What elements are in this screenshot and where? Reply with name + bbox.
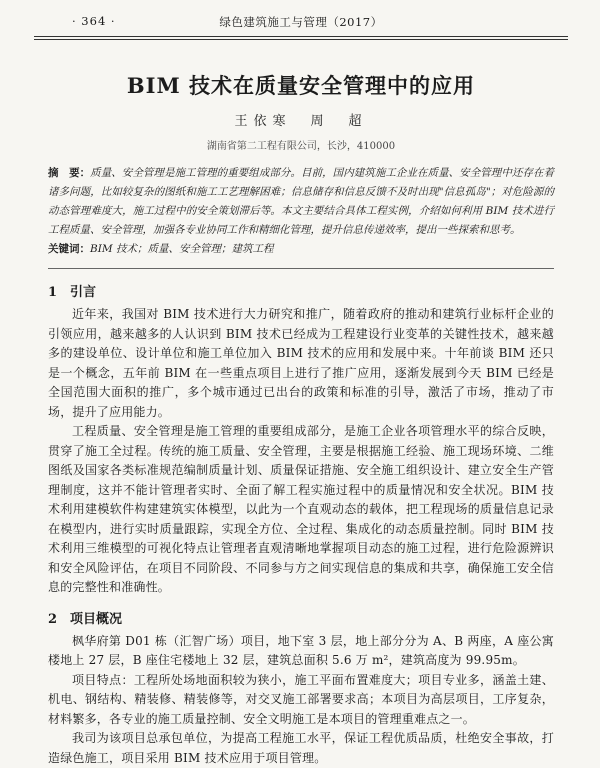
paragraph: 我司为该项目总承包单位，为提高工程施工水平，保证工程优质品质，杜绝安全事故，打造绿色施工，项目采用 BIM 技术应用于项目管理。: [48, 731, 554, 765]
page-number: · 364 ·: [72, 14, 116, 28]
header-rule-thin: [34, 39, 568, 40]
abstract-text: 质量、安全管理是施工管理的重要组成部分。目前，国内建筑施工企业在质量、安全管理中还存在着诸多问题，比如较复杂的图纸和施工工艺理解困难；信息储存和信息反馈不及时出现"信息孤岛"；对危险源的动态管理难度大，施工过程中的安全策划滞后等。本文主要结合具体工程实例，介绍如何利用 BIM 技术进行工程质量、安全管理，加强各专业协同工作和精细化管理，提升信息传递效率，提出一些探索和思考。: [48, 167, 554, 236]
section-title: 引言: [70, 285, 97, 300]
keywords-label: 关键词：: [48, 243, 90, 255]
article-authors: 王依寒 周 超: [234, 114, 368, 129]
abstract: [48, 164, 554, 240]
abstract-label: 摘 要：: [48, 167, 91, 179]
section-heading-introduction: [48, 281, 554, 300]
running-header: [48, 8, 554, 36]
journal-title: 绿色建筑施工与管理（2017）: [219, 15, 383, 29]
section-number: 1: [48, 285, 58, 300]
section-heading-project-overview: [48, 608, 554, 627]
author-affiliation: 湖南省第二工程有限公司，长沙，410000: [206, 141, 396, 152]
paragraph: 项目特点：工程所处场地面积较为狭小，施工平面布置难度大；项目专业多，涵盖土建、机电、钢结构、精装修、精装修等，对交叉施工部署要求高；本项目为高层项目，工序复杂，材料繁多，各专业的施工质量控制、安全文明施工是本项目的管理重难点之一。: [48, 672, 554, 726]
paragraph: 工程质量、安全管理是施工管理的重要组成部分，是施工企业各项管理水平的综合反映，贯穿了施工全过程。传统的施工质量、安全管理，主要是根据施工经验、施工现场环境、二维图纸及国家各类标准规范编制质量计划、质量保证措施、安全施工组织设计、建立安全生产管理制度，这并不能计管理者实时、全面了解工程实施过程中的质量情况和安全状况。BIM 技术利用建模软件构建建筑实体模型，以此为一个直观动态的载体，把工程现场的质量信息记录在模型内，进行实时质量跟踪，实现全方位、全过程、集成化的动态质量控制。同时 BIM 技术利用三维模型的可视化特点让管理者直观清晰地掌握项目动态的施工过程，进行危险源辨识和安全风险评估，在项目不同阶段、不同参与方之间实现信息的集成和共享，确保施工安全信息的完整性和准确性。: [48, 424, 554, 594]
abstract-separator: [48, 268, 554, 269]
section-title: 项目概况: [70, 611, 123, 627]
section-number: 2: [48, 611, 58, 627]
paragraph: 枫华府第 D01 栋（汇智广场）项目，地下室 3 层，地上部分分为 A、B 两座，A 座公寓楼地上 27 层，B 座住宅楼地上 32 层，建筑总面积 5.6 万 m²，建筑高度为 99.95m。: [48, 633, 554, 667]
paragraph: 近年来，我国对 BIM 技术进行大力研究和推广，随着政府的推动和建筑行业标杆企业的引领应用，越来越多的人认识到 BIM 技术已经成为工程建设行业变革的关键性技术，越来越多的建设单位、设计单位和施工单位加入 BIM 技术的应用和发展中来。十年前谈 BIM 还只是一个概念，五年前 BIM 在一些重点项目上进行了推广应用，逐渐发展到今天 BIM 已经是全国范围大面积的推广，多个城市通过已出台的政策和标准的引导，激活了市场，推动了市场，提升了应用能力。: [48, 307, 554, 419]
article-title: BIM 技术在质量安全管理中的应用: [126, 73, 476, 98]
keywords-text: BIM 技术；质量、安全管理；建筑工程: [90, 243, 274, 255]
journal-page: [0, 8, 600, 765]
header-rule: [34, 36, 568, 37]
keywords: [48, 240, 554, 258]
